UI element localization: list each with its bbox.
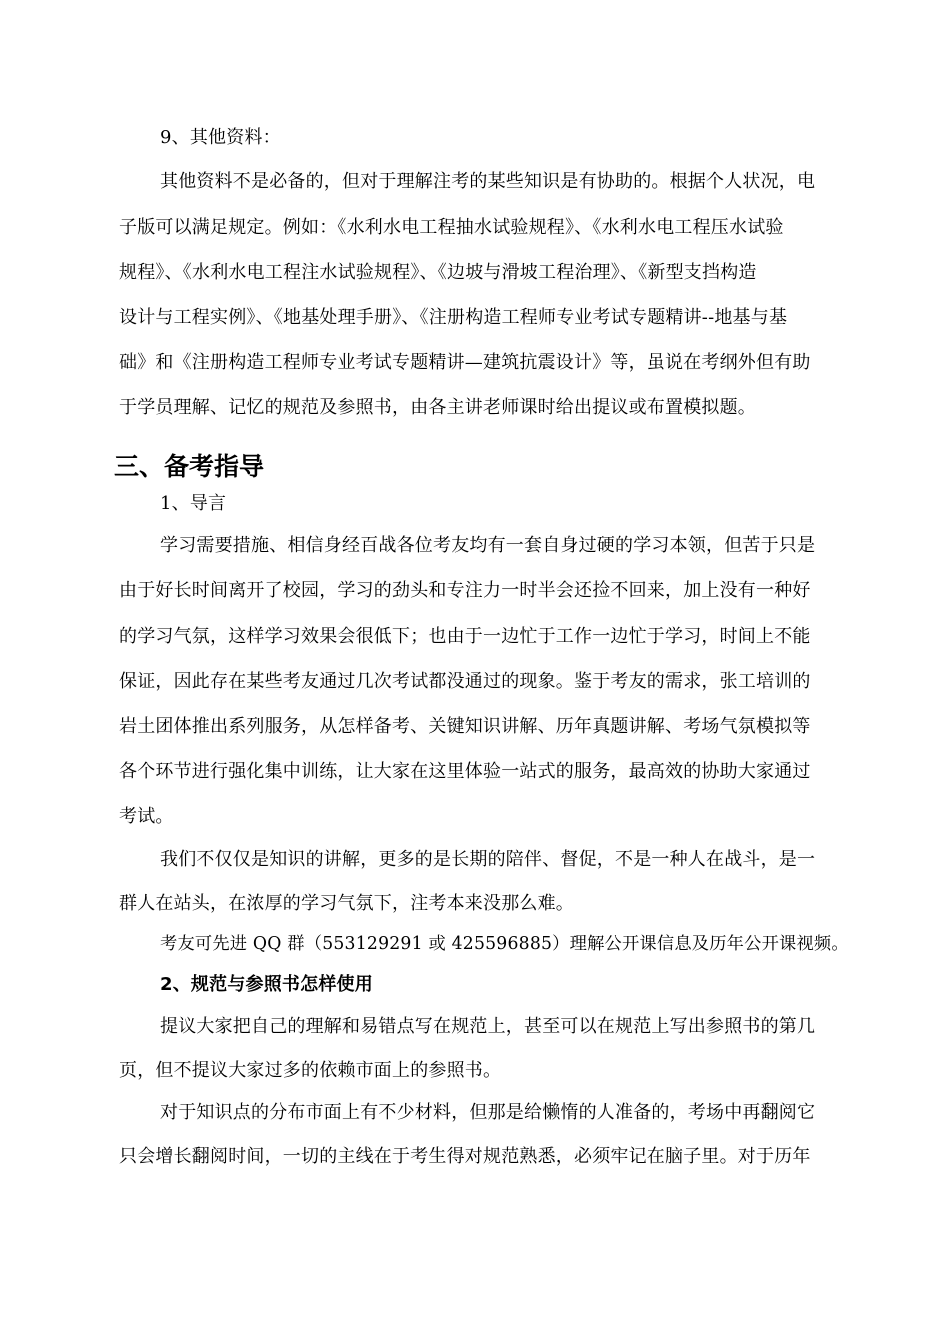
paragraph-line: 我们不仅仅是知识的讲解，更多的是长期的陪伴、督促，不是一种人在战斗，是一 — [160, 849, 816, 870]
paragraph-line: 学习需要措施、相信身经百战各位考友均有一套自身过硬的学习本领，但苦于只是 — [160, 535, 816, 556]
paragraph-line: 设计与工程实例》、《地基处理手册》、《注册构造工程师专业考试专题精讲--地基与基 — [119, 307, 788, 328]
paragraph-line: 于学员理解、记忆的规范及参照书，由各主讲老师课时给出提议或布置模拟题。 — [119, 397, 756, 418]
paragraph-line: 只会增长翻阅时间，一切的主线在于考生得对规范熟悉，必须牢记在脑子里。对于历年 — [119, 1146, 811, 1167]
paragraph-line: 保证，因此存在某些考友通过几次考试都没通过的现象。鉴于考友的需求，张工培训的 — [119, 671, 811, 692]
paragraph-line: 由于好长时间离开了校园，学习的劲头和专注力一时半会还捡不回来，加上没有一种好 — [119, 580, 811, 601]
section-heading: 三、备考指导 — [114, 452, 265, 481]
paragraph-line: 础》和《注册构造工程师专业考试专题精讲—建筑抗震设计》等，虽说在考纲外但有助 — [119, 352, 811, 373]
paragraph-line: 页，但不提议大家过多的依赖市面上的参照书。 — [119, 1060, 502, 1081]
paragraph-line: 考试。 — [119, 806, 174, 827]
paragraph-line: 规程》、《水利水电工程注水试验规程》、《边坡与滑坡工程治理》、《新型支挡构造 — [119, 262, 757, 283]
subsection-2-label: 2、规范与参照书怎样使用 — [160, 974, 373, 995]
paragraph-line: 提议大家把自己的理解和易错点写在规范上，甚至可以在规范上写出参照书的第几 — [160, 1016, 816, 1037]
paragraph-line: 子版可以满足规定。例如：《水利水电工程抽水试验规程》、《水利水电工程压水试验 — [119, 217, 784, 238]
subsection-1-label: 1、导言 — [160, 493, 227, 514]
paragraph-line: 对于知识点的分布市面上有不少材料，但那是给懒惰的人准备的，考场中再翻阅它 — [160, 1102, 816, 1123]
paragraph-line: 的学习气氛，这样学习效果会很低下；也由于一边忙于工作一边忙于学习，时间上不能 — [119, 626, 811, 647]
paragraph-line: 考友可先进 QQ 群（553129291 或 425596885）理解公开课信息及历年公开课视频。 — [160, 934, 849, 954]
paragraph-line: 各个环节进行强化集中训练，让大家在这里体验一站式的服务，最高效的协助大家通过 — [119, 761, 811, 782]
paragraph-line: 其他资料不是必备的，但对于理解注考的某些知识是有协助的。根据个人状况，电 — [160, 171, 816, 192]
paragraph-line: 岩土团体推出系列服务，从怎样备考、关键知识讲解、历年真题讲解、考场气氛模拟等 — [119, 716, 811, 737]
item-9-label: 9、其他资料： — [160, 127, 281, 148]
paragraph-line: 群人在站头，在浓厚的学习气氛下，注考本来没那么难。 — [119, 893, 574, 914]
